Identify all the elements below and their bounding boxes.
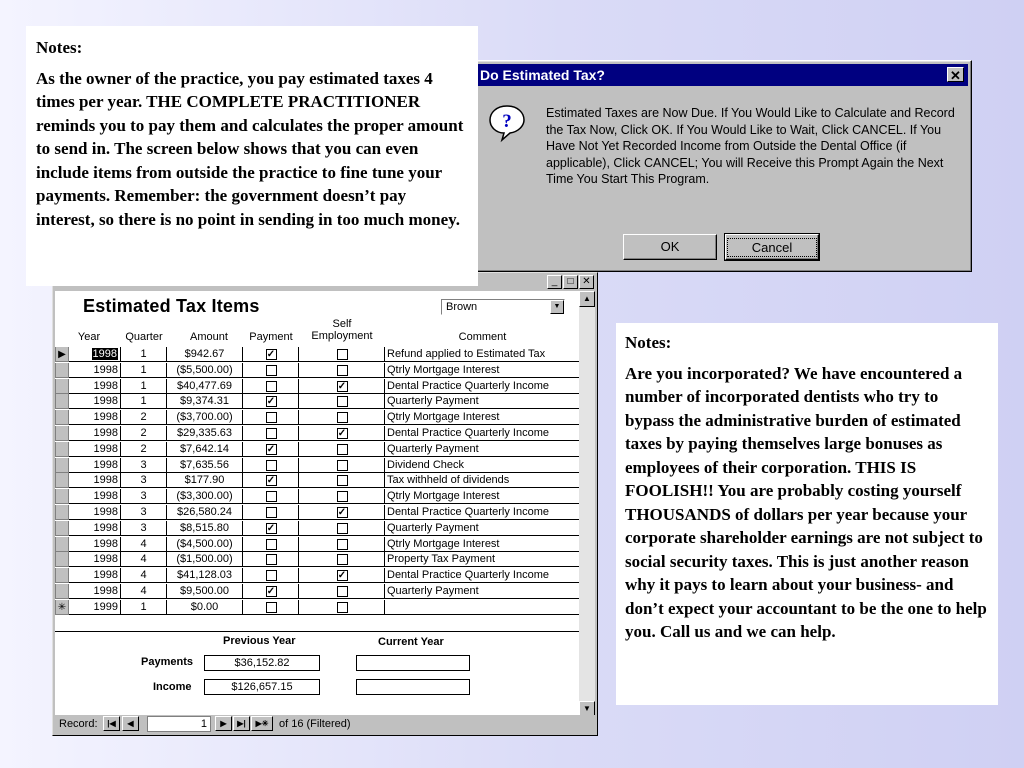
table-row[interactable]: [55, 363, 579, 379]
scroll-down-icon[interactable]: ▼: [579, 701, 595, 717]
payment-cell[interactable]: [243, 426, 299, 441]
self-employment-cell[interactable]: [299, 410, 385, 425]
amount-cell[interactable]: [167, 442, 243, 457]
self-employment-cell[interactable]: [299, 473, 385, 488]
payment-cell[interactable]: [243, 363, 299, 378]
comment-cell-text: Dental Practice Quarterly Income: [387, 427, 550, 439]
payment-checkbox[interactable]: [266, 507, 277, 518]
table-row[interactable]: [55, 489, 579, 505]
year-cell-text: 1998: [93, 379, 118, 392]
comment-cell[interactable]: [385, 568, 579, 583]
comment-cell[interactable]: [385, 458, 579, 473]
table-row[interactable]: [55, 584, 579, 600]
comment-cell-text: Qtrly Mortgage Interest: [387, 363, 500, 376]
year-cell[interactable]: [69, 394, 121, 409]
comment-cell[interactable]: [385, 600, 579, 615]
year-cell[interactable]: [69, 458, 121, 473]
year-cell[interactable]: [69, 505, 121, 520]
payment-cell[interactable]: [243, 568, 299, 583]
self-employment-cell[interactable]: [299, 442, 385, 457]
amount-cell[interactable]: [167, 600, 243, 615]
minimize-icon[interactable]: _: [547, 275, 562, 289]
amount-cell[interactable]: [167, 489, 243, 504]
year-cell[interactable]: [69, 473, 121, 488]
self-employment-checkbox[interactable]: [337, 475, 348, 486]
self-employment-cell[interactable]: [299, 363, 385, 378]
window-controls: [546, 275, 594, 291]
comment-cell-text: Tax withheld of dividends: [387, 474, 510, 487]
payment-cell[interactable]: [243, 505, 299, 520]
table-row[interactable]: [55, 600, 579, 616]
self-employment-checkbox[interactable]: [337, 396, 348, 407]
col-header-self-employment: Self Employment: [311, 318, 373, 342]
year-cell[interactable]: [69, 410, 121, 425]
amount-cell[interactable]: [167, 458, 243, 473]
comment-cell[interactable]: [385, 521, 579, 536]
comment-cell-text: Dental Practice Quarterly Income: [387, 379, 550, 392]
quarter-cell-text: 1: [140, 363, 147, 376]
notes-panel-right: [616, 323, 998, 705]
amount-cell[interactable]: [167, 426, 243, 441]
payment-checkbox[interactable]: ✓: [266, 586, 276, 597]
year-cell-text: 1998: [93, 427, 118, 439]
comment-cell-text: Property Tax Payment: [387, 553, 496, 566]
year-cell[interactable]: [69, 379, 121, 394]
quarter-cell-text: 4: [140, 553, 147, 566]
comment-cell[interactable]: [385, 505, 579, 520]
amount-cell-text: $29,335.63: [176, 427, 233, 439]
quarter-cell[interactable]: [121, 426, 167, 441]
payment-cell[interactable]: [243, 473, 299, 488]
comment-cell-text: Quarterly Payment: [387, 585, 479, 597]
record-selector[interactable]: [55, 473, 69, 488]
record-selector[interactable]: [55, 568, 69, 583]
quarter-cell[interactable]: [121, 410, 167, 425]
quarter-cell-text: 1: [140, 395, 147, 408]
self-employment-cell[interactable]: [299, 584, 385, 599]
self-employment-cell[interactable]: [299, 600, 385, 615]
record-selector[interactable]: [55, 489, 69, 504]
comment-cell-text: Qtrly Mortgage Interest: [387, 411, 500, 424]
amount-cell[interactable]: [167, 379, 243, 394]
comment-cell-text: Quarterly Payment: [387, 521, 479, 534]
question-icon: [487, 103, 527, 143]
self-employment-cell[interactable]: [299, 537, 385, 552]
year-cell[interactable]: [69, 489, 121, 504]
payment-checkbox[interactable]: ✓: [266, 396, 276, 408]
table-row[interactable]: [55, 379, 579, 395]
amount-cell-text: $40,477.69: [176, 379, 233, 392]
quarter-cell-text: 4: [140, 569, 147, 582]
quarter-cell[interactable]: [121, 363, 167, 378]
quarter-cell-text: 3: [140, 521, 147, 534]
payment-checkbox[interactable]: [266, 412, 277, 423]
table-row[interactable]: [55, 568, 579, 584]
quarter-cell[interactable]: [121, 347, 167, 362]
comment-cell[interactable]: [385, 537, 579, 552]
notes-heading: Notes:: [36, 38, 83, 57]
comment-cell-text: Qtrly Mortgage Interest: [387, 490, 500, 503]
amount-cell-text: ($1,500.00): [176, 553, 233, 566]
col-header-comment: Comment: [458, 331, 507, 343]
payment-cell[interactable]: [243, 379, 299, 394]
table-row[interactable]: [55, 426, 579, 442]
year-cell-text: 1998: [93, 411, 118, 424]
self-employment-checkbox[interactable]: [337, 539, 348, 550]
year-cell-text: 1998: [93, 458, 118, 471]
record-selector[interactable]: [55, 521, 69, 536]
comment-cell[interactable]: [385, 394, 579, 409]
chevron-down-icon[interactable]: ▼: [550, 300, 564, 314]
record-number-input[interactable]: 1: [147, 716, 211, 732]
payment-cell[interactable]: [243, 458, 299, 473]
amount-cell[interactable]: [167, 505, 243, 520]
self-employment-checkbox[interactable]: [337, 412, 348, 423]
quarter-cell-text: 1: [140, 600, 147, 613]
table-row[interactable]: [55, 442, 579, 458]
payment-cell[interactable]: [243, 584, 299, 599]
previous-record-icon[interactable]: ◀: [122, 716, 139, 731]
year-cell-text: 1998: [93, 521, 118, 534]
record-selector[interactable]: [55, 505, 69, 520]
record-selector[interactable]: [55, 584, 69, 599]
amount-cell[interactable]: [167, 584, 243, 599]
amount-cell-text: $41,128.03: [176, 569, 233, 582]
year-cell[interactable]: [69, 600, 121, 615]
current-income-field[interactable]: [356, 679, 470, 695]
close-icon[interactable]: ✕: [947, 67, 964, 82]
amount-cell-text: $177.90: [184, 474, 225, 487]
year-cell-text: 1999: [93, 600, 118, 613]
payment-cell[interactable]: [243, 600, 299, 615]
quarter-cell[interactable]: [121, 394, 167, 409]
year-cell[interactable]: [69, 521, 121, 536]
self-employment-checkbox[interactable]: [337, 554, 348, 565]
payment-checkbox[interactable]: ✓: [266, 349, 276, 360]
record-selector[interactable]: [55, 410, 69, 425]
year-cell-text: 1998: [93, 553, 118, 566]
comment-cell-text: Dental Practice Quarterly Income: [387, 506, 550, 518]
quarter-cell[interactable]: [121, 442, 167, 457]
col-header-payment: Payment: [249, 331, 293, 343]
amount-cell[interactable]: [167, 521, 243, 536]
payment-checkbox[interactable]: [266, 554, 277, 565]
col-header-year: Year: [77, 331, 101, 343]
comment-cell[interactable]: [385, 410, 579, 425]
table-row[interactable]: [55, 521, 579, 537]
quarter-cell[interactable]: [121, 505, 167, 520]
self-employment-cell[interactable]: [299, 521, 385, 536]
previous-payments-field[interactable]: $36,152.82: [204, 655, 320, 671]
cancel-label: Cancel: [727, 238, 817, 257]
quarter-cell-text: 2: [140, 442, 147, 455]
record-selector[interactable]: ▶: [55, 347, 69, 362]
payment-checkbox[interactable]: [266, 428, 277, 439]
self-employment-checkbox[interactable]: ✓: [337, 380, 347, 392]
quarter-cell[interactable]: [121, 458, 167, 473]
self-employment-cell[interactable]: [299, 379, 385, 394]
comment-cell-text: Quarterly Payment: [387, 442, 479, 455]
payment-checkbox[interactable]: [266, 570, 277, 581]
practitioner-dropdown[interactable]: [441, 299, 565, 315]
quarter-cell[interactable]: [121, 552, 167, 567]
previous-year-header: Previous Year: [223, 635, 296, 647]
year-cell-text: 1998: [93, 569, 118, 582]
notes-body: As the owner of the practice, you pay estimated taxes 4 times per year. THE COMPLETE PRACTITIONER reminds you to pay them and calculates the proper amount to send in. The screen below shows that you can even include items from outside the practice to fine tune your payments. Remember: the government doesn’t pay interest, so there is no point in sending in too much money.: [36, 68, 464, 229]
notes-heading: Notes:: [625, 333, 672, 352]
amount-cell[interactable]: [167, 347, 243, 362]
payment-cell[interactable]: [243, 537, 299, 552]
self-employment-checkbox[interactable]: [337, 602, 348, 613]
self-employment-checkbox[interactable]: ✓: [337, 428, 347, 439]
year-cell[interactable]: [69, 584, 121, 599]
payment-checkbox[interactable]: ✓: [266, 475, 276, 487]
self-employment-cell[interactable]: [299, 505, 385, 520]
payment-cell[interactable]: [243, 442, 299, 457]
self-employment-checkbox[interactable]: [337, 365, 348, 376]
amount-cell-text: $942.67: [184, 348, 225, 360]
quarter-cell-text: 2: [140, 427, 147, 439]
quarter-cell-text: 4: [140, 537, 147, 550]
next-record-icon[interactable]: ▶: [215, 716, 232, 731]
payment-checkbox[interactable]: [266, 460, 277, 471]
amount-cell[interactable]: [167, 410, 243, 425]
notes-panel-left: [26, 26, 478, 286]
col-header-quarter: Quarter: [125, 331, 163, 343]
form-title: Estimated Tax Items: [83, 296, 260, 316]
amount-cell-text: ($3,300.00): [176, 490, 233, 503]
self-employment-cell[interactable]: [299, 394, 385, 409]
comment-cell[interactable]: [385, 489, 579, 504]
year-cell-text: 1998: [93, 474, 118, 487]
payment-checkbox[interactable]: ✓: [266, 522, 276, 534]
svg-text:?: ?: [502, 111, 512, 132]
year-cell-text: 1998: [93, 395, 118, 408]
comment-cell[interactable]: [385, 442, 579, 457]
col-header-amount: Amount: [190, 331, 228, 343]
year-cell[interactable]: [69, 537, 121, 552]
comment-cell-text: Quarterly Payment: [387, 395, 479, 408]
quarter-cell[interactable]: [121, 379, 167, 394]
year-cell[interactable]: [69, 426, 121, 441]
year-cell-text: 1998: [93, 363, 118, 376]
quarter-cell-text: 3: [140, 458, 147, 471]
comment-cell[interactable]: [385, 584, 579, 599]
dialog-titlebar[interactable]: [474, 64, 968, 86]
comment-cell-text: Dividend Check: [387, 458, 465, 471]
grid-divider: [55, 631, 579, 632]
year-cell[interactable]: [69, 363, 121, 378]
table-row[interactable]: [55, 473, 579, 489]
payment-checkbox[interactable]: [266, 491, 277, 502]
amount-cell[interactable]: [167, 363, 243, 378]
form-content: [55, 291, 579, 715]
comment-cell[interactable]: [385, 473, 579, 488]
payment-cell[interactable]: [243, 521, 299, 536]
self-employment-checkbox[interactable]: [337, 491, 348, 502]
table-row[interactable]: [55, 505, 579, 521]
comment-cell[interactable]: [385, 379, 579, 394]
payment-cell[interactable]: [243, 552, 299, 567]
record-selector[interactable]: ✳: [55, 600, 69, 615]
amount-cell-text: ($3,700.00): [176, 411, 233, 424]
table-row[interactable]: [55, 347, 579, 363]
year-cell[interactable]: [69, 442, 121, 457]
record-selector[interactable]: [55, 379, 69, 394]
new-record-icon[interactable]: ▶✳: [251, 716, 273, 731]
close-icon[interactable]: ✕: [579, 275, 594, 289]
self-employment-checkbox[interactable]: [337, 523, 348, 534]
self-employment-checkbox[interactable]: [337, 349, 348, 360]
amount-cell-text: $8,515.80: [180, 521, 229, 534]
year-cell-text: 1998: [93, 537, 118, 550]
vertical-scrollbar[interactable]: [579, 291, 595, 717]
amount-cell[interactable]: [167, 537, 243, 552]
payment-checkbox[interactable]: [266, 381, 277, 392]
comment-cell-text: Qtrly Mortgage Interest: [387, 537, 500, 550]
payment-cell[interactable]: [243, 489, 299, 504]
record-selector[interactable]: [55, 552, 69, 567]
quarter-cell-text: 1: [140, 348, 147, 360]
record-selector[interactable]: [55, 458, 69, 473]
dialog-title: Do Estimated Tax?: [480, 67, 605, 83]
table-row[interactable]: [55, 394, 579, 410]
year-cell[interactable]: [69, 552, 121, 567]
amount-cell[interactable]: [167, 473, 243, 488]
quarter-cell-text: 3: [140, 506, 147, 518]
quarter-cell-text: 4: [140, 585, 147, 597]
income-label: Income: [153, 681, 192, 693]
comment-cell[interactable]: [385, 552, 579, 567]
amount-cell-text: $9,374.31: [180, 395, 229, 408]
quarter-cell-text: 3: [140, 474, 147, 487]
record-selector[interactable]: [55, 426, 69, 441]
table-row[interactable]: [55, 552, 579, 568]
record-selector[interactable]: [55, 537, 69, 552]
year-cell-text: 1998: [93, 490, 118, 503]
amount-cell-text: $7,635.56: [180, 458, 229, 471]
year-cell[interactable]: [69, 568, 121, 583]
last-record-icon[interactable]: ▶|: [233, 716, 250, 731]
current-year-header: Current Year: [378, 636, 444, 648]
year-cell-text: 1998: [93, 506, 118, 518]
quarter-cell[interactable]: [121, 537, 167, 552]
self-employment-cell[interactable]: [299, 489, 385, 504]
payment-checkbox[interactable]: ✓: [266, 443, 276, 455]
current-payments-field[interactable]: [356, 655, 470, 671]
quarter-cell[interactable]: [121, 473, 167, 488]
previous-income-field[interactable]: $126,657.15: [204, 679, 320, 695]
notes-body: Are you incorporated? We have encountered a number of incorporated dentists who try to bypass the administrative burden of estimated taxes by paying themselves large bonuses as employees of their corporation. THIS IS FOOLISH!! You are probably costing yourself THOUSANDS of dollars per year because your corporate shareholder earnings are not subject to social security taxes. This is just another reason why it pays to learn about your business- and don’t expect your accountant to be the one to help you. Call us and we can help.: [625, 363, 987, 641]
comment-cell[interactable]: [385, 363, 579, 378]
self-employment-cell[interactable]: [299, 458, 385, 473]
amount-cell[interactable]: [167, 552, 243, 567]
quarter-cell[interactable]: [121, 568, 167, 583]
amount-cell[interactable]: [167, 568, 243, 583]
amount-cell-text: ($4,500.00): [176, 537, 233, 550]
record-label: Record:: [59, 718, 98, 730]
payment-cell[interactable]: [243, 347, 299, 362]
self-employment-checkbox[interactable]: ✓: [337, 570, 347, 582]
amount-cell-text: $26,580.24: [176, 506, 233, 518]
quarter-cell[interactable]: [121, 521, 167, 536]
dropdown-value: Brown: [446, 301, 478, 313]
payment-checkbox[interactable]: [266, 539, 277, 550]
self-employment-checkbox[interactable]: ✓: [337, 507, 347, 518]
payment-cell[interactable]: [243, 394, 299, 409]
comment-cell-text: Dental Practice Quarterly Income: [387, 569, 550, 582]
comment-cell[interactable]: [385, 347, 579, 362]
quarter-cell-text: 3: [140, 490, 147, 503]
quarter-cell-text: 1: [140, 379, 147, 392]
maximize-icon[interactable]: □: [563, 275, 578, 289]
year-cell-text: 1998: [92, 348, 117, 360]
scroll-up-icon[interactable]: ▲: [579, 291, 595, 307]
quarter-cell-text: 2: [140, 411, 147, 424]
dialog-message: Estimated Taxes are Now Due. If You Would Like to Calculate and Record the Tax Now, Click OK. If You Would Like to Wait, Click CANCEL. If You Have Not Yet Recorded Income from Outside the Dental Office (if applicable), Click CANCEL; You will Receive this Prompt Again the Next Time You Start This Program.: [546, 106, 955, 186]
self-employment-checkbox[interactable]: [337, 460, 348, 471]
table-row[interactable]: [55, 458, 579, 474]
payment-checkbox[interactable]: [266, 365, 277, 376]
cancel-button[interactable]: [725, 234, 819, 260]
self-employment-checkbox[interactable]: [337, 444, 348, 455]
table-row[interactable]: [55, 537, 579, 553]
self-employment-cell[interactable]: [299, 426, 385, 441]
amount-cell-text: $9,500.00: [180, 585, 229, 597]
quarter-cell[interactable]: [121, 489, 167, 504]
record-count: of 16 (Filtered): [279, 718, 351, 730]
record-navigation-bar: [55, 715, 595, 733]
self-employment-cell[interactable]: [299, 568, 385, 583]
self-employment-cell[interactable]: [299, 347, 385, 362]
record-selector[interactable]: [55, 442, 69, 457]
amount-cell-text: $7,642.14: [180, 442, 229, 455]
payment-checkbox[interactable]: [266, 602, 277, 613]
record-selector[interactable]: [55, 363, 69, 378]
year-cell-text: 1998: [93, 585, 118, 597]
self-employment-cell[interactable]: [299, 552, 385, 567]
year-cell-text: 1998: [93, 442, 118, 455]
quarter-cell[interactable]: [121, 600, 167, 615]
quarter-cell[interactable]: [121, 584, 167, 599]
year-cell[interactable]: [69, 347, 121, 362]
payments-label: Payments: [141, 656, 193, 668]
estimated-tax-dialog: [470, 60, 972, 272]
estimated-tax-form-window: [52, 272, 598, 736]
payment-cell[interactable]: [243, 410, 299, 425]
comment-cell[interactable]: [385, 426, 579, 441]
table-row[interactable]: [55, 410, 579, 426]
comment-cell-text: Refund applied to Estimated Tax: [387, 348, 546, 360]
amount-cell-text: ($5,500.00): [176, 363, 233, 376]
ok-button[interactable]: OK: [623, 234, 717, 260]
amount-cell-text: $0.00: [190, 600, 219, 613]
record-selector[interactable]: [55, 394, 69, 409]
self-employment-checkbox[interactable]: [337, 586, 348, 597]
amount-cell[interactable]: [167, 394, 243, 409]
first-record-icon[interactable]: |◀: [103, 716, 120, 731]
